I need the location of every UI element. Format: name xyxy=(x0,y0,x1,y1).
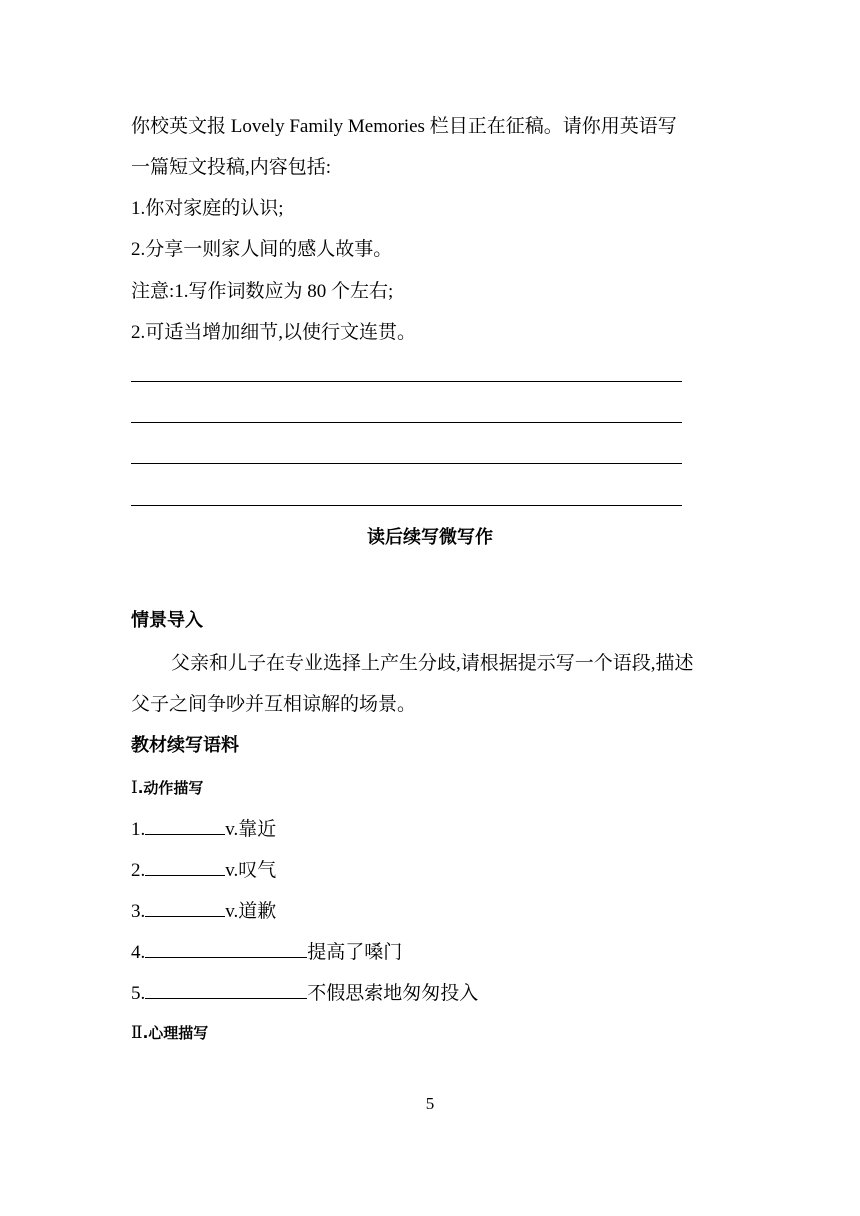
item-number: 3. xyxy=(131,901,146,922)
item-number: 5. xyxy=(131,983,146,1004)
section-title: 读后续写微写作 xyxy=(367,527,493,548)
list-item xyxy=(131,816,276,842)
answer-line[interactable] xyxy=(131,422,682,423)
list-item xyxy=(131,980,478,1006)
fill-blank[interactable] xyxy=(145,898,225,917)
item-number: 1. xyxy=(131,819,146,840)
item-number: 4. xyxy=(131,942,146,963)
item-meaning: 不假思索地匆匆投入 xyxy=(307,983,479,1004)
part-label: .动作描写 xyxy=(137,779,204,797)
scenario-text-line-2: 父子之间争吵并互相谅解的场景。 xyxy=(131,694,417,715)
part-label: .心理描写 xyxy=(142,1024,209,1042)
answer-line[interactable] xyxy=(131,381,682,382)
prompt-line-1: 你校英文报 Lovely Family Memories 栏目正在征稿。请你用英语写 xyxy=(131,116,677,137)
prompt-item-2: 2.分享一则家人间的感人故事。 xyxy=(131,239,393,260)
prompt-note-1: 注意:1.写作词数应为 80 个左右; xyxy=(131,281,394,302)
fill-blank[interactable] xyxy=(145,939,307,958)
fill-blank[interactable] xyxy=(145,980,307,999)
list-item xyxy=(131,898,276,924)
item-meaning: v.道歉 xyxy=(225,901,277,922)
prompt-item-1: 1.你对家庭的认识; xyxy=(131,198,284,219)
roman-numeral: Ⅱ xyxy=(131,1023,143,1043)
list-item xyxy=(131,939,402,965)
scenario-text-line-1: 父亲和儿子在专业选择上产生分歧,请根据提示写一个语段,描述 xyxy=(171,653,694,674)
roman-numeral: Ⅰ xyxy=(131,778,138,798)
fill-blank[interactable] xyxy=(145,857,225,876)
answer-line[interactable] xyxy=(131,463,682,464)
part-2-heading xyxy=(131,1021,208,1046)
materials-heading: 教材续写语料 xyxy=(131,735,239,756)
part-1-heading xyxy=(131,776,203,801)
item-meaning: v.靠近 xyxy=(225,819,277,840)
prompt-line-2: 一篇短文投稿,内容包括: xyxy=(131,157,332,178)
page-number: 5 xyxy=(425,1094,435,1113)
item-number: 2. xyxy=(131,860,146,881)
fill-blank[interactable] xyxy=(145,816,225,835)
scenario-heading: 情景导入 xyxy=(131,610,203,631)
item-meaning: 提高了嗓门 xyxy=(307,942,403,963)
answer-line[interactable] xyxy=(131,505,682,506)
list-item xyxy=(131,857,276,883)
item-meaning: v.叹气 xyxy=(225,860,277,881)
prompt-note-2: 2.可适当增加细节,以使行文连贯。 xyxy=(131,322,417,343)
